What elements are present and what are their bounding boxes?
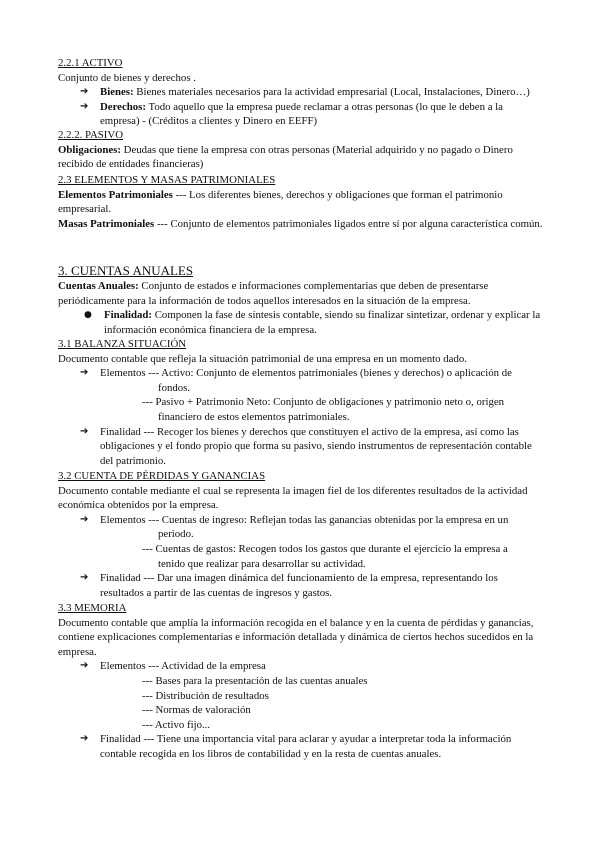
heading-memoria: 3.3 MEMORIA xyxy=(58,602,127,614)
arrow-right-icon: ➔ xyxy=(80,660,89,672)
elemento-ingreso-cont: periodo. xyxy=(158,528,194,541)
term-elementos-patrimoniales: Elementos Patrimoniales xyxy=(58,188,173,201)
term-derechos: Derechos: xyxy=(100,100,146,113)
list-item-finalidad xyxy=(58,308,544,337)
text-bienes: Bienes materiales necesarios para la actividad empresarial (Local, Instalaciones, Dinero…) xyxy=(133,86,530,99)
text-finalidad: Componen la fase de síntesis contable, siendo su finalizar sintetizar, ordenar y explicar la información económica financiera de la empresa. xyxy=(104,309,541,336)
arrow-right-icon: ➔ xyxy=(80,100,89,112)
heading-elementos-masas: 2.3 ELEMENTOS Y MASAS PATRIMONIALES xyxy=(58,174,276,186)
elementos-label: Elementos --- xyxy=(100,660,162,673)
section-memoria xyxy=(58,601,544,762)
section-activo xyxy=(58,56,544,129)
list-item-finalidad xyxy=(58,425,544,469)
finalidad-memoria: Finalidad --- Tiene una importancia vital para aclarar y ayudar a interpretar toda la información contable recogida en los libros de contabilidad y en la resta de cuentas anuales. xyxy=(100,733,512,760)
elemento-activo: Activo: Conjunto de elementos patrimoniales (bienes y derechos) o aplicación de xyxy=(161,367,512,380)
elemento-actividad: Actividad de la empresa xyxy=(161,660,266,673)
elemento-gastos: --- Cuentas de gastos: Recogen todos los gastos que durante el ejercicio la empresa a xyxy=(142,542,508,555)
section-pasivo xyxy=(58,128,544,172)
arrow-right-icon: ➔ xyxy=(80,572,89,584)
elemento-activo-fijo: --- Activo fijo... xyxy=(142,718,211,731)
heading-cuentas-anuales: 3. CUENTAS ANUALES xyxy=(58,263,194,278)
memoria-definition: Documento contable que amplía la información recogida en el balance y en la cuenta de pérdidas y ganancias, contiene explicaciones complementarias e información detallada y dinámica de ciertos hechos sucedidos en la empresa. xyxy=(58,616,534,658)
elementos-label: Elementos --- xyxy=(100,367,162,380)
heading-perdidas-ganancias: 3.2 CUENTA DE PÉRDIDAS Y GANANCIAS xyxy=(58,470,266,482)
list-item-finalidad xyxy=(58,571,544,600)
balanza-definition: Documento contable que refleja la situación patrimonial de una empresa en un momento dado. xyxy=(58,352,467,365)
list-item-elementos xyxy=(58,513,544,528)
term-finalidad: Finalidad: xyxy=(104,309,153,322)
arrow-right-icon: ➔ xyxy=(80,367,89,379)
list-item-bienes xyxy=(58,85,544,100)
section-cuentas-anuales xyxy=(58,263,544,337)
elemento-gastos-cont: tenido que realizar para desarrollar su actividad. xyxy=(158,557,366,570)
list-item-finalidad xyxy=(58,732,544,761)
elemento-ingreso: Cuentas de ingreso: Reflejan todas las ganancias obtenidas por la empresa en un xyxy=(161,513,509,526)
text-cuentas-anuales: Conjunto de estados e informaciones complementarias que deben de presentarse periódicamente para la información de todos aquellos interesados en la situación de la empresa. xyxy=(58,280,489,307)
elementos-label: Elementos --- xyxy=(100,513,162,526)
perdidas-ganancias-definition: Documento contable mediante el cual se representa la imagen fiel de los diferentes resultados de la actividad económica obtenidos por la empresa. xyxy=(58,484,528,512)
arrow-right-icon: ➔ xyxy=(80,425,89,437)
section-elementos-masas xyxy=(58,173,544,231)
term-bienes: Bienes: xyxy=(100,86,134,99)
activo-definition: Conjunto de bienes y derechos . xyxy=(58,71,196,84)
text-elementos-patrimoniales: --- Los diferentes bienes, derechos y obligaciones que forman el patrimonio empresarial. xyxy=(58,188,503,216)
term-cuentas-anuales: Cuentas Anuales: xyxy=(58,280,139,292)
list-item-derechos xyxy=(58,100,544,129)
section-balanza xyxy=(58,337,544,468)
text-derechos: Todo aquello que la empresa puede reclamar a otras personas (lo que le deben a la empresa) - (Créditos a clientes y Dinero en EEFF) xyxy=(100,100,503,128)
finalidad-perdidas-ganancias: Finalidad --- Dar una imagen dinámica del funcionamiento de la empresa, representando los resultados a partir de las cuentas de ingresos y gastos. xyxy=(100,572,498,599)
list-item-elementos xyxy=(58,659,544,674)
term-masas-patrimoniales: Masas Patrimoniales xyxy=(58,217,155,230)
section-perdidas-ganancias xyxy=(58,469,544,600)
term-obligaciones: Obligaciones: xyxy=(58,143,121,156)
elemento-activo-cont: fondos. xyxy=(158,381,191,394)
arrow-right-icon: ➔ xyxy=(80,513,89,525)
text-masas-patrimoniales: --- Conjunto de elementos patrimoniales ligados entre sí por alguna característica común. xyxy=(154,217,543,230)
elemento-pasivo-cont: financiero de estos elementos patrimoniales. xyxy=(158,410,350,423)
elemento-distribucion: --- Distribución de resultados xyxy=(142,689,269,702)
heading-balanza: 3.1 BALANZA SITUACIÓN xyxy=(58,338,187,350)
list-item-elementos xyxy=(58,366,544,381)
elemento-normas: --- Normas de valoración xyxy=(142,704,251,717)
bullet-icon: ● xyxy=(84,310,92,321)
heading-pasivo: 2.2.2. PASIVO xyxy=(58,129,123,141)
finalidad-balanza: Finalidad --- Recoger los bienes y derechos que constituyen el activo de la empresa, así como las obligaciones y el fondo propio que forma su pasivo, siendo instrumentos de representación contable del patrimonio. xyxy=(100,425,532,467)
arrow-right-icon: ➔ xyxy=(80,86,89,98)
elemento-bases: --- Bases para la presentación de las cuentas anuales xyxy=(142,674,368,687)
text-obligaciones: Deudas que tiene la empresa con otras personas (Material adquirido y no pagado o Dinero recibido de entidades financieras) xyxy=(58,143,513,171)
elemento-pasivo: --- Pasivo + Patrimonio Neto: Conjunto de obligaciones y patrimonio neto o, origen xyxy=(142,396,505,409)
arrow-right-icon: ➔ xyxy=(80,733,89,745)
heading-activo: 2.2.1 ACTIVO xyxy=(58,57,123,69)
